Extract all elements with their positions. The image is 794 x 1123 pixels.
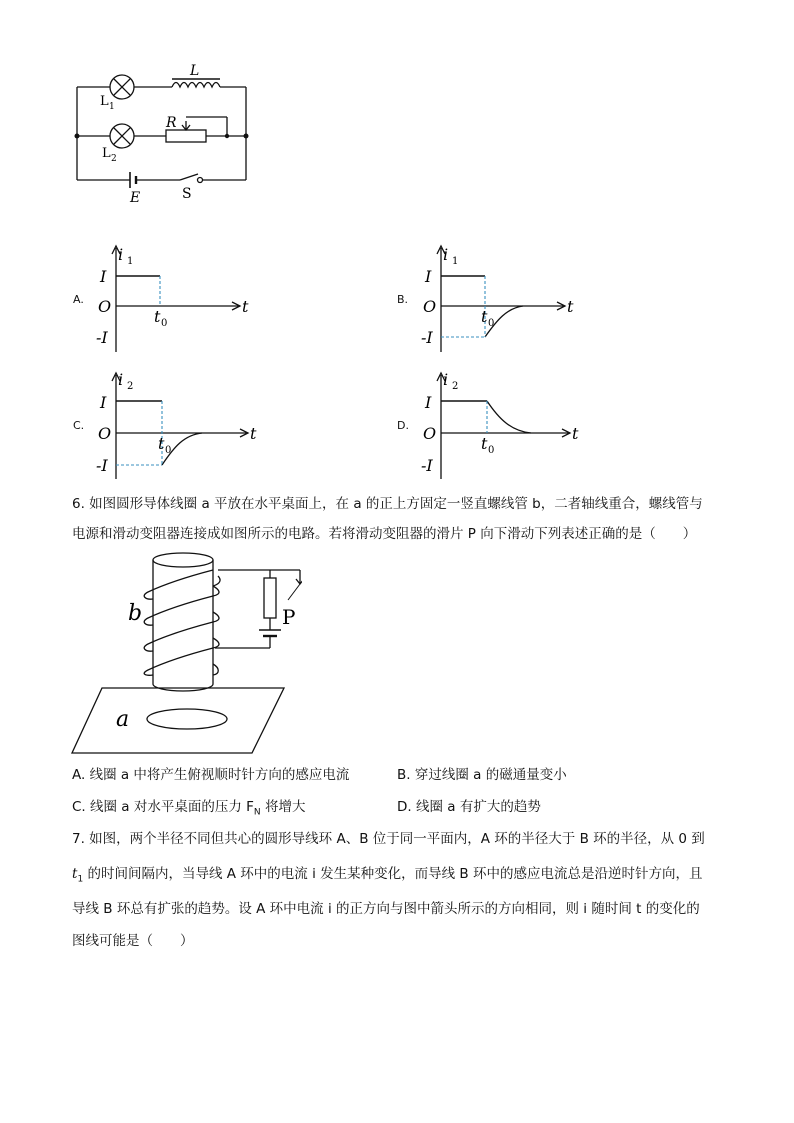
option-d-letter: D. [397, 419, 409, 432]
q6-line2: 电源和滑动变阻器连接成如图所示的电路。若将滑动变阻器的滑片 P 向下滑动下列表述正确的是（ ） [72, 526, 697, 542]
graph-a-t0: t [154, 307, 161, 326]
graph-d-t0sub: 0 [488, 445, 495, 456]
rheostat-label: R [166, 115, 177, 131]
graph-d [415, 367, 590, 482]
graph-d-ysub: 2 [452, 381, 459, 392]
graph-b-ylabel: i [443, 245, 449, 264]
graph-a-O: O [98, 297, 112, 316]
solenoid-figure [70, 548, 302, 758]
lamp2-sub: 2 [111, 154, 117, 164]
graph-c-ysub: 2 [127, 381, 134, 392]
graph-b-t0sub: 0 [488, 318, 495, 329]
q7-line2-text: 的时间间隔内，当导线 A 环中的电流 i 发生某种变化，而导线 B 环中的感应电流总是沿逆时针方向，且 [83, 866, 703, 882]
graph-c-t: t [250, 424, 257, 443]
graph-b-negI: -I [421, 328, 433, 347]
option-a-letter: A. [73, 293, 84, 306]
lamp1-label: L [100, 94, 109, 109]
graph-c-ylabel: i [118, 370, 124, 389]
graph-d-negI: -I [421, 456, 433, 475]
q6-option-c-tail: 将增大 [260, 799, 306, 815]
q6-option-a: A. 线圈 a 中将产生俯视顺时针方向的感应电流 [72, 767, 350, 783]
q6-line1: 6. 如图圆形导体线圈 a 平放在水平桌面上，在 a 的正上方固定一竖直螺线管 b，二者轴线重合，螺线管与 [72, 496, 703, 512]
graph-a-ysub: 1 [127, 256, 134, 267]
option-b-letter: B. [397, 293, 409, 306]
graph-b-t: t [567, 297, 574, 316]
graph-a-t0sub: 0 [161, 318, 168, 329]
option-c-letter: C. [73, 419, 85, 432]
graph-c-negI: -I [96, 456, 108, 475]
graph-b-ysub: 1 [452, 256, 459, 267]
q6-option-b: B. 穿过线圈 a 的磁通量变小 [397, 767, 567, 783]
graph-a-t: t [242, 297, 249, 316]
q6-option-c [72, 795, 305, 818]
lamp2-label: L [102, 146, 111, 161]
q7-t1-sub: 1 [77, 874, 84, 885]
graph-b-I: I [425, 267, 432, 286]
solenoid-label: b [128, 601, 143, 626]
q6-option-c-sub: N [253, 807, 261, 818]
graph-d-t0: t [481, 434, 488, 453]
q6-option-d: D. 线圈 a 有扩大的趋势 [397, 799, 541, 815]
graph-a-negI: -I [96, 328, 108, 347]
graph-a [90, 240, 260, 355]
lamp1-sub: 1 [109, 102, 115, 112]
graph-d-I: I [425, 393, 432, 412]
battery-label: E [130, 190, 141, 206]
q7-t1: t [72, 866, 78, 882]
q7-line2 [72, 864, 732, 890]
graph-d-O: O [423, 424, 437, 443]
ring-label: a [116, 707, 130, 732]
graph-d-t: t [572, 424, 579, 443]
graph-b [415, 240, 585, 355]
graph-c-I: I [100, 393, 107, 412]
graph-b-O: O [423, 297, 437, 316]
graph-c-t0: t [158, 434, 165, 453]
graph-c-t0sub: 0 [165, 445, 172, 456]
graph-b-t0: t [481, 307, 488, 326]
switch-label: S [182, 186, 192, 202]
q7-line3: 导线 B 环总有扩张的趋势。设 A 环中电流 i 的正方向与图中箭头所示的方向相同，则 i 随时间 t 的变化的 [72, 901, 700, 917]
graph-a-ylabel: i [118, 245, 124, 264]
graph-a-I: I [100, 267, 107, 286]
circuit-diagram [60, 55, 270, 210]
q7-line1: 7. 如图，两个半径不同但共心的圆形导线环 A、B 位于同一平面内，A 环的半径大于 B 环的半径，从 0 到 [72, 831, 705, 847]
q7-line4: 图线可能是（ ） [72, 933, 194, 949]
slider-label: P [282, 605, 296, 629]
graph-d-ylabel: i [443, 370, 449, 389]
graph-c-O: O [98, 424, 112, 443]
q6-option-c-text: C. 线圈 a 对水平桌面的压力 F [72, 799, 254, 815]
graph-c [90, 367, 270, 482]
inductor-label: L [190, 63, 200, 79]
